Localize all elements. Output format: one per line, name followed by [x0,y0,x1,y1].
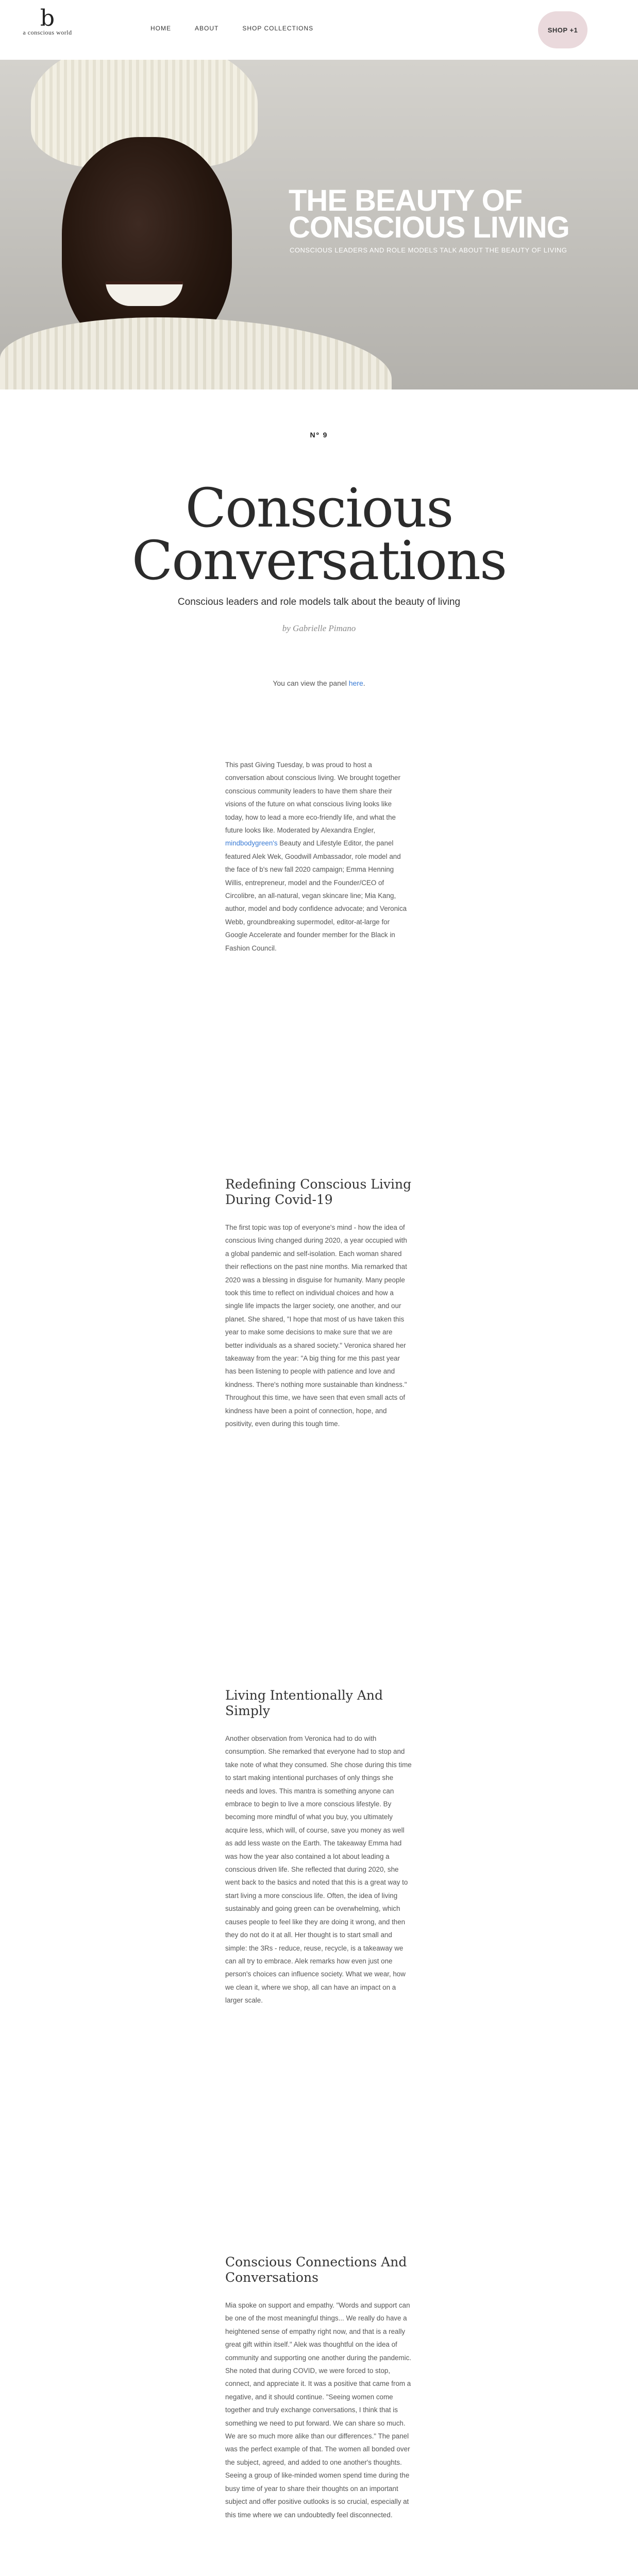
page-title-line-2: Conversations [131,529,507,592]
main-nav [150,25,313,32]
mindbodygreen-link[interactable]: mindbodygreen's [225,839,278,848]
view-panel-end: . [363,679,365,687]
page-spacer [0,389,638,2576]
view-panel-line [0,679,638,687]
byline: by Gabrielle Pimano [282,623,356,633]
section-redefining [225,1177,412,1431]
intro-text-2: Beauty and Lifestyle Editor, the panel featured Alek Wek, Goodwill Ambassador, role model and the face of b's new fall 2020 campaign; Emma Henning Willis, entrepreneur, model and the Founder/CEO of Circolibre, an all-natural, vegan skincare line; Mia Kang, author, model and body confidence advocate; and Veronica Webb, groundbreaking supermodel, editor-at-large for Google Accelerate and founder member for the Black in Fashion Council. [225,839,407,952]
section-heading: Redefining Conscious Living During Covid-19 [225,1177,412,1207]
logo-mark: b [40,5,55,31]
nav-home[interactable]: HOME [150,25,171,32]
issue-number: Nº 9 [310,431,328,439]
section-body: Mia spoke on support and empathy. "Words and support can be one of the most meaningful things... We really do have a heightened sense of empathy right now, and that is a really great gift within itself." Alek was thoughtful on the idea of community and supporting one another during the pandemic. She noted that during COVID, we were forced to stop, connect, and appreciate it. It was a positive that came from a negative, and it should continue. "Seeing women come together and truly exchange conversations, I think that is something we need to put forward. We can share so much. We are so much more alike than our differences." The panel was the perfect example of that. The women all bonded over the subject, agreed, and added to one another's thoughts. Seeing a group of like-minded women spend time during the busy time of year to share their thoughts on an important subject and offer positive outlooks is so crucial, especially at this time where we can undoubtedly feel disconnected. [225,2301,412,2519]
section-body: The first topic was top of everyone's mind - how the idea of conscious living changed during 2020, a year occupied with a global pandemic and self-isolation. Each woman shared their reflections on the past nine months. Mia remarked that 2020 was a blessing in disguise for humanity. Many people took this time to reflect on individual choices and how a single life impacts the larger society, one another, and our planet. She shared, "I hope that most of us have taken this year to make some decisions to make sure that we are better individuals as a shared society." Veronica shared her takeaway from the year: "A big thing for me this past year has been listening to people with patience and love and kindness. There's nothing more sustainable than kindness." Throughout this time, we have seen that even small acts of kindness have been a point of connection, hope, and positivity, even during this tough time. [225,1224,407,1428]
section-connections [225,2255,412,2521]
site-header [0,0,638,60]
intro-paragraph [225,758,412,955]
intro-text-1: This past Giving Tuesday, b was proud to host a conversation about conscious living. We brought together conscious community leaders to have them share their visions of the future on what conscious living looks like today, how to lead a more eco-friendly life, and what the future looks like. Moderated by Alexandra Engler, [225,761,400,835]
page-subtitle: Conscious leaders and role models talk about the beauty of living [177,597,461,607]
hero-subtitle: CONSCIOUS LEADERS AND ROLE MODELS TALK ABOUT THE BEAUTY OF LIVING [290,246,567,254]
shop-button[interactable]: SHOP +1 [538,11,587,48]
hero-title: THE BEAUTY OF CONSCIOUS LIVING [289,184,569,244]
view-panel-link[interactable]: here [348,679,363,687]
view-panel-text: You can view the panel [273,679,349,687]
page-title-line-1: Conscious [185,477,453,539]
page-title [0,477,638,592]
logo-text: a conscious world [23,29,72,36]
nav-shop-collections[interactable]: SHOP COLLECTIONS [242,25,314,32]
hero-banner [0,60,638,389]
section-heading: Living Intentionally And Simply [225,1688,383,1718]
section-body: Another observation from Veronica had to do with consumption. She remarked that everyone had to stop and take note of what they consumed. She chose during this time to start making intentional purchases of only things she needs and loves. This mantra is something anyone can embrace to begin to live a more conscious lifestyle. By becoming more mindful of what you buy, you ultimately acquire less, which will, of course, save you money as well as add less waste on the Earth. The takeaway Emma had was how the year also contained a lot about leading a conscious driven life. She reflected that during 2020, she went back to the basics and noted that this is a great way to start living a more conscious life. Often, the idea of living sustainably and going green can be overwhelming, which causes people to feel like they are doing it wrong, and then they do not do it at all. Her thought is to start small and simple: the 3Rs - reduce, reuse, recycle, is a takeaway we can all try to embrace. Alek remarks how even just one person's choices can influence society. What we wear, how we clean it, where we shop, all can have an impact on a larger scale. [225,1735,412,2005]
section-heading: Conscious Connections And Conversations [225,2255,407,2285]
section-living-intentionally [225,1688,412,2007]
nav-about[interactable]: ABOUT [195,25,219,32]
logo[interactable] [22,7,73,37]
hero-image-sweater [0,317,392,389]
intro-block [225,758,412,955]
